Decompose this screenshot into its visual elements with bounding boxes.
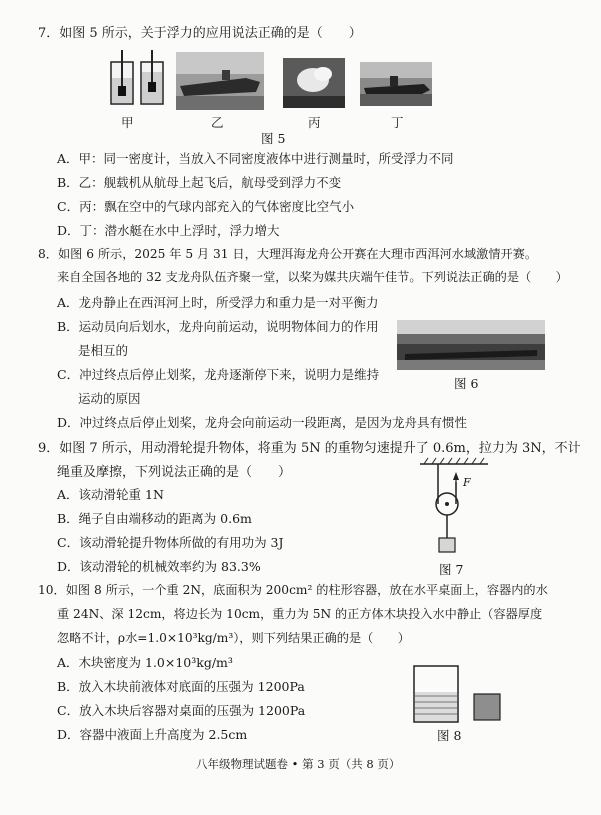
q7-option-a: A．甲：同一密度计，当放入不同密度液体中进行测量时，所受浮力不同: [57, 151, 454, 166]
q8-stem-line-2: 来自全国各地的 32 支龙舟队伍齐聚一堂，以桨为媒共庆端午佳节。下列说法正确的是（ ）: [57, 270, 568, 284]
figure-5-hydrometer-image: [108, 48, 168, 108]
figure-5-label-jia: 甲: [121, 115, 134, 130]
q10-stem-line-2: 重 24N、深 12cm，将边长为 10cm，重力为 5N 的正方体木块投入水中静止（容器厚度: [57, 607, 543, 621]
q10-option-c: C．放入木块后容器对桌面的压强为 1200Pa: [57, 703, 306, 718]
figure-8-container-diagram: [412, 662, 512, 724]
q8-option-a: A．龙舟静止在西洱河上时，所受浮力和重力是一对平衡力: [57, 295, 379, 310]
q10-option-b: B．放入木块前液体对底面的压强为 1200Pa: [57, 679, 305, 694]
q9-option-b: B．绳子自由端移动的距离为 0.6m: [57, 511, 252, 526]
q8-option-d: D．冲过终点后停止划桨，龙舟会向前运动一段距离，是因为龙舟具有惯性: [57, 415, 468, 430]
page-footer: 八年级物理试题卷 • 第 3 页（共 8 页）: [196, 757, 401, 771]
figure-8-caption: 图 8: [437, 728, 462, 743]
q7-option-d: D．丁：潜水艇在水中上浮时，浮力增大: [57, 223, 280, 238]
figure-7-force-label: F: [463, 476, 471, 489]
figure-7-pulley-diagram: [418, 456, 498, 556]
q7-option-b: B．乙：舰载机从航母上起飞后，航母受到浮力不变: [57, 175, 342, 190]
q8-option-b-line-2: 是相互的: [78, 343, 129, 358]
q8-option-c-line-2: 运动的原因: [78, 391, 141, 406]
figure-6-dragon-boat-photo: [397, 320, 545, 370]
figure-5-aircraft-carrier-photo: [176, 52, 264, 110]
q9-option-a: A．该动滑轮重 1N: [57, 487, 164, 502]
q10-option-a: A．木块密度为 1.0×10³kg/m³: [57, 655, 233, 670]
q9-stem-line-1: 9．如图 7 所示，用动滑轮提升物体，将重为 5N 的重物匀速提升了 0.6m，拉力为 3N，不计: [38, 441, 581, 456]
q8-stem-line-1: 8．如图 6 所示，2025 年 5 月 31 日，大理洱海龙舟公开赛在大理市西洱河水域激情开赛。: [38, 247, 538, 261]
q10-option-d: D．容器中液面上升高度为 2.5cm: [57, 727, 248, 742]
q9-option-c: C．该动滑轮提升物体所做的有用功为 3J: [57, 535, 284, 550]
q8-option-c-line-1: C．冲过终点后停止划桨，龙舟逐渐停下来，说明力是维持: [57, 367, 380, 382]
figure-7-caption: 图 7: [439, 562, 464, 577]
figure-6-caption: 图 6: [454, 376, 479, 391]
figure-5-balloon-photo: [283, 58, 345, 108]
q8-option-b-line-1: B．运动员向后划水，龙舟向前运动，说明物体间力的作用: [57, 319, 379, 334]
q9-stem-line-2: 绳重及摩擦，下列说法正确的是（ ）: [57, 465, 292, 480]
q7-stem: 7．如图 5 所示，关于浮力的应用说法正确的是（ ）: [38, 26, 362, 41]
q10-stem-line-3: 忽略不计，ρ水=1.0×10³kg/m³），则下列结果正确的是（ ）: [57, 631, 410, 645]
figure-5-caption: 图 5: [261, 131, 286, 146]
figure-5-label-bing: 丙: [308, 115, 321, 130]
figure-5-label-ding: 丁: [391, 115, 404, 130]
q7-option-c: C．丙：飘在空中的气球内部充入的气体密度比空气小: [57, 199, 355, 214]
q9-option-d: D．该动滑轮的机械效率约为 83.3%: [57, 559, 261, 574]
q10-stem-line-1: 10．如图 8 所示，一个重 2N，底面积为 200cm² 的柱形容器，放在水平桌面上，容器内的水: [38, 583, 548, 597]
figure-5-submarine-photo: [360, 62, 432, 106]
figure-5-label-yi: 乙: [211, 115, 224, 130]
